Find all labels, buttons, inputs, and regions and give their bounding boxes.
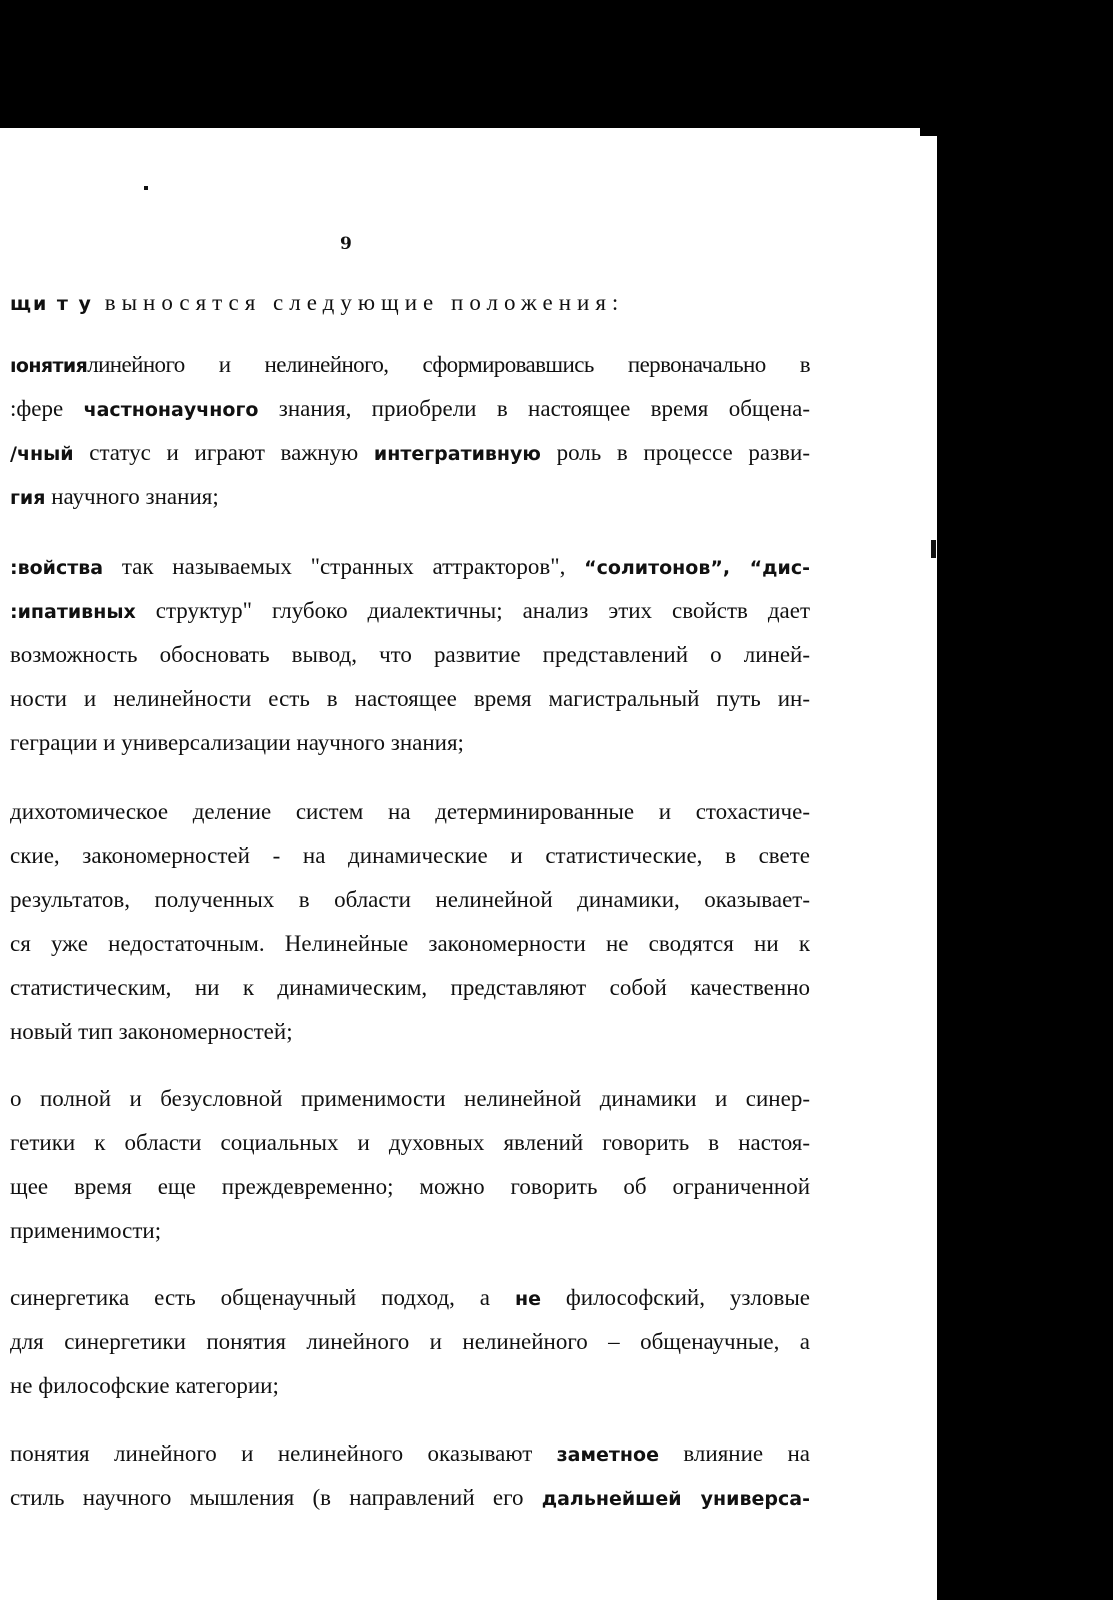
text-run: дихотомическое деление систем на детерминированные и стохастиче- bbox=[10, 799, 810, 824]
text-line bbox=[10, 1432, 810, 1476]
text-line bbox=[10, 633, 810, 677]
bold-term: /чный bbox=[10, 443, 74, 465]
text-line bbox=[10, 1276, 810, 1320]
scan-speck bbox=[144, 186, 148, 190]
text-run: ские, закономерностей - на динамические и статистические, в свете bbox=[10, 843, 810, 868]
text-run: о полной и безусловной применимости нелинейной динамики и синер- bbox=[10, 1086, 810, 1111]
heading-bold: щи т у bbox=[10, 293, 93, 315]
text-line bbox=[10, 966, 810, 1010]
text-line bbox=[10, 1010, 810, 1054]
text-run: геграции и универсализации научного знания; bbox=[10, 730, 464, 755]
text-line bbox=[10, 1320, 810, 1364]
text-run: линейного и нелинейного, сформировавшись первоначально в bbox=[87, 352, 810, 377]
text-run: результатов, полученных в области нелинейной динамики, оказывает- bbox=[10, 887, 810, 912]
text-run: возможность обосновать вывод, что развитие представлений о линей- bbox=[10, 642, 810, 667]
text-run: структур" глубоко диалектичны; анализ этих свойств дает bbox=[135, 598, 810, 623]
paragraph bbox=[10, 343, 810, 519]
text-line bbox=[10, 1209, 810, 1253]
text-run: ся уже недостаточным. Нелинейные закономерности не сводятся ни к bbox=[10, 931, 810, 956]
page-number: 9 bbox=[340, 234, 352, 254]
text-run: синергетика есть общенаучный подход, а bbox=[10, 1285, 515, 1310]
bold-term: гия bbox=[10, 487, 46, 509]
text-line bbox=[10, 1364, 810, 1408]
text-line bbox=[10, 431, 810, 475]
paragraph bbox=[10, 1276, 810, 1408]
scan-speck bbox=[931, 540, 936, 558]
text-line bbox=[10, 343, 810, 387]
text-run: влияние на bbox=[659, 1441, 810, 1466]
text-run: :фере bbox=[10, 396, 84, 421]
bold-term: ıонятия bbox=[10, 355, 88, 377]
bold-term: заметное bbox=[556, 1444, 659, 1466]
text-run: роль в процессе разви- bbox=[540, 440, 810, 465]
text-run: философский, узловые bbox=[540, 1285, 810, 1310]
text-line bbox=[10, 721, 810, 765]
paragraph bbox=[10, 1432, 810, 1520]
text-line bbox=[10, 545, 810, 589]
text-line bbox=[10, 1121, 810, 1165]
text-line bbox=[10, 589, 810, 633]
text-run: так называемых "странных аттракторов", bbox=[103, 554, 585, 579]
text-run: применимости; bbox=[10, 1218, 162, 1243]
paragraph bbox=[10, 790, 810, 1054]
bold-term: :ипативных bbox=[10, 601, 136, 623]
text-line bbox=[10, 677, 810, 721]
text-run: ности и нелинейности есть в настоящее время магистральный путь ин- bbox=[10, 686, 810, 711]
text-line bbox=[10, 834, 810, 878]
bold-term: не bbox=[514, 1288, 541, 1310]
bold-term: дальнейшей универса- bbox=[541, 1488, 810, 1510]
text-line bbox=[10, 475, 810, 519]
text-line bbox=[10, 878, 810, 922]
text-run: для синергетики понятия линейного и нелинейного – общенаучные, а bbox=[10, 1329, 810, 1354]
text-run: понятия линейного и нелинейного оказывают bbox=[10, 1441, 557, 1466]
text-line bbox=[10, 790, 810, 834]
text-run: не философские категории; bbox=[10, 1373, 279, 1398]
text-run: статистическим, ни к динамическим, представляют собой качественно bbox=[10, 975, 810, 1000]
bold-term: “солитонов”, “дис- bbox=[584, 557, 810, 579]
bold-term: частнонаучного bbox=[83, 399, 259, 421]
heading-text: выносятся следующие положения: bbox=[92, 290, 625, 315]
paragraph bbox=[10, 545, 810, 765]
text-run: научного знания; bbox=[45, 484, 219, 509]
scan-border-top bbox=[0, 0, 1113, 128]
text-line bbox=[10, 1476, 810, 1520]
section-heading bbox=[10, 290, 624, 316]
text-run: знания, приобрели в настоящее время общена- bbox=[258, 396, 810, 421]
scan-border-right bbox=[937, 120, 1113, 1600]
text-line bbox=[10, 922, 810, 966]
text-run: щее время еще преждевременно; можно говорить об ограниченной bbox=[10, 1174, 810, 1199]
text-run: стиль научного мышления (в направлений его bbox=[10, 1485, 542, 1510]
paragraph bbox=[10, 1077, 810, 1253]
text-line bbox=[10, 387, 810, 431]
text-run: статус и играют важную bbox=[73, 440, 374, 465]
text-line bbox=[10, 1077, 810, 1121]
text-line bbox=[10, 1165, 810, 1209]
bold-term: интегративную bbox=[373, 443, 541, 465]
text-run: новый тип закономерностей; bbox=[10, 1019, 293, 1044]
text-run: гетики к области социальных и духовных явлений говорить в настоя- bbox=[10, 1130, 810, 1155]
bold-term: :войства bbox=[10, 557, 104, 579]
